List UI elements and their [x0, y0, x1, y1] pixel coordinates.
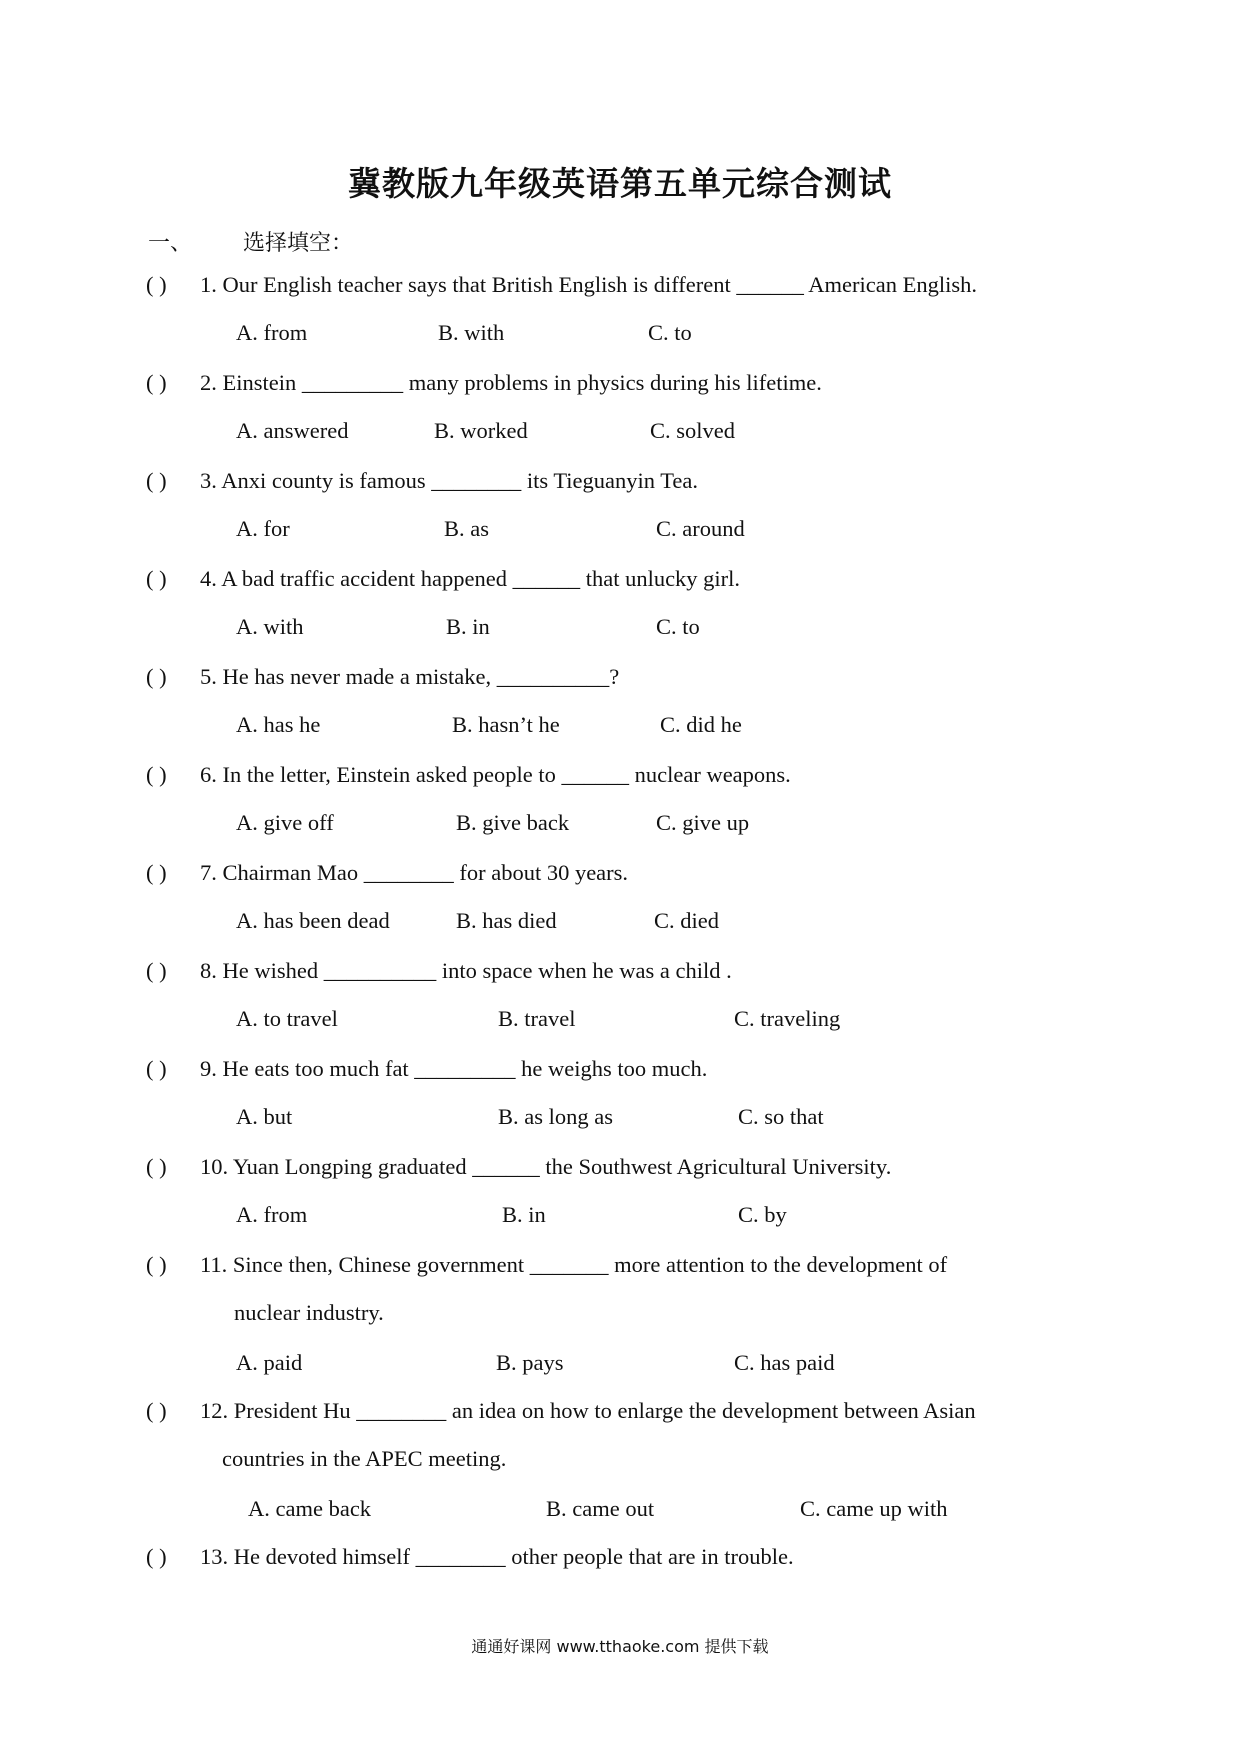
answer-blank[interactable]: ( ) — [146, 1154, 167, 1179]
option-c: C. to — [656, 614, 700, 639]
option-b: B. in — [502, 1202, 546, 1227]
answer-blank[interactable]: ( ) — [146, 664, 167, 689]
option-c: C. did he — [660, 712, 742, 737]
option-c: C. traveling — [734, 1006, 841, 1031]
question-text: 6. In the letter, Einstein asked people to ______ nuclear weapons. — [200, 762, 791, 787]
question-text: 5. He has never made a mistake, __________? — [200, 664, 620, 689]
option-a: A. from — [236, 1202, 308, 1227]
option-a: A. to travel — [236, 1006, 338, 1031]
option-c: C. solved — [650, 418, 736, 443]
answer-blank[interactable]: ( ) — [146, 1252, 167, 1277]
option-a: A. from — [236, 320, 308, 345]
section-label: 选择填空： — [243, 231, 354, 256]
question-4 — [146, 566, 740, 592]
question-text: 2. Einstein _________ many problems in physics during his lifetime. — [200, 370, 822, 395]
answer-blank[interactable]: ( ) — [146, 272, 167, 297]
question-text: 1. Our English teacher says that British English is different ______ American English. — [200, 272, 977, 297]
option-a: A. has been dead — [236, 908, 390, 933]
option-b: B. in — [446, 614, 490, 639]
option-b: B. as long as — [498, 1104, 613, 1129]
question-text: 3. Anxi county is famous ________ its Tieguanyin Tea. — [200, 468, 699, 493]
question-text-continued: countries in the APEC meeting. — [222, 1446, 507, 1471]
page-title: 冀教版九年级英语第五单元综合测试 — [348, 164, 892, 203]
option-c: C. came up with — [800, 1496, 948, 1521]
option-a: A. but — [236, 1104, 293, 1129]
option-c: C. around — [656, 516, 745, 541]
option-b: B. pays — [496, 1350, 564, 1375]
answer-blank[interactable]: ( ) — [146, 1056, 167, 1081]
question-text: 4. A bad traffic accident happened ______ that unlucky girl. — [200, 566, 741, 591]
option-c: C. to — [648, 320, 692, 345]
option-c: C. so that — [738, 1104, 824, 1129]
question-13 — [146, 1544, 794, 1570]
option-a: A. answered — [236, 418, 349, 443]
question-text: 7. Chairman Mao ________ for about 30 years. — [200, 860, 629, 885]
option-b: B. give back — [456, 810, 570, 835]
option-b: B. travel — [498, 1006, 576, 1031]
question-text: 8. He wished __________ into space when he was a child . — [200, 958, 732, 983]
answer-blank[interactable]: ( ) — [146, 860, 167, 885]
option-a: A. give off — [236, 810, 334, 835]
option-c: C. died — [654, 908, 719, 933]
section-number: 一、 — [148, 231, 193, 256]
question-1 — [146, 272, 977, 298]
question-2 — [146, 370, 822, 396]
answer-blank[interactable]: ( ) — [146, 1398, 167, 1423]
question-text: 13. He devoted himself ________ other people that are in trouble. — [200, 1544, 794, 1569]
question-7 — [146, 860, 628, 886]
option-b: B. with — [438, 320, 505, 345]
option-a: A. paid — [236, 1350, 303, 1375]
option-c: C. by — [738, 1202, 787, 1227]
option-a: A. for — [236, 516, 290, 541]
question-text: 11. Since then, Chinese government _______ more attention to the development of — [200, 1252, 948, 1277]
question-3 — [146, 468, 698, 494]
question-10 — [146, 1154, 891, 1180]
footer-text: 通通好课网 www.tthaoke.com 提供下载 — [471, 1637, 769, 1656]
option-a: A. has he — [236, 712, 321, 737]
question-text: 10. Yuan Longping graduated ______ the Southwest Agricultural University. — [200, 1154, 892, 1179]
option-b: B. hasn’t he — [452, 712, 560, 737]
section-heading — [148, 226, 353, 257]
option-b: B. worked — [434, 418, 528, 443]
answer-blank[interactable]: ( ) — [146, 958, 167, 983]
question-5 — [146, 664, 619, 690]
option-a: A. came back — [248, 1496, 372, 1521]
question-8 — [146, 958, 732, 984]
option-b: B. came out — [546, 1496, 655, 1521]
option-c: C. give up — [656, 810, 750, 835]
question-6 — [146, 762, 791, 788]
answer-blank[interactable]: ( ) — [146, 566, 167, 591]
answer-blank[interactable]: ( ) — [146, 762, 167, 787]
question-11 — [146, 1252, 947, 1278]
question-text: 12. President Hu ________ an idea on how to enlarge the development between Asian — [200, 1398, 976, 1423]
question-text: 9. He eats too much fat _________ he weighs too much. — [200, 1056, 708, 1081]
question-text-continued: nuclear industry. — [234, 1300, 384, 1325]
option-a: A. with — [236, 614, 304, 639]
question-9 — [146, 1056, 707, 1082]
answer-blank[interactable]: ( ) — [146, 370, 167, 395]
answer-blank[interactable]: ( ) — [146, 1544, 167, 1569]
option-b: B. has died — [456, 908, 557, 933]
option-b: B. as — [444, 516, 489, 541]
answer-blank[interactable]: ( ) — [146, 468, 167, 493]
option-c: C. has paid — [734, 1350, 835, 1375]
question-12 — [146, 1398, 976, 1424]
